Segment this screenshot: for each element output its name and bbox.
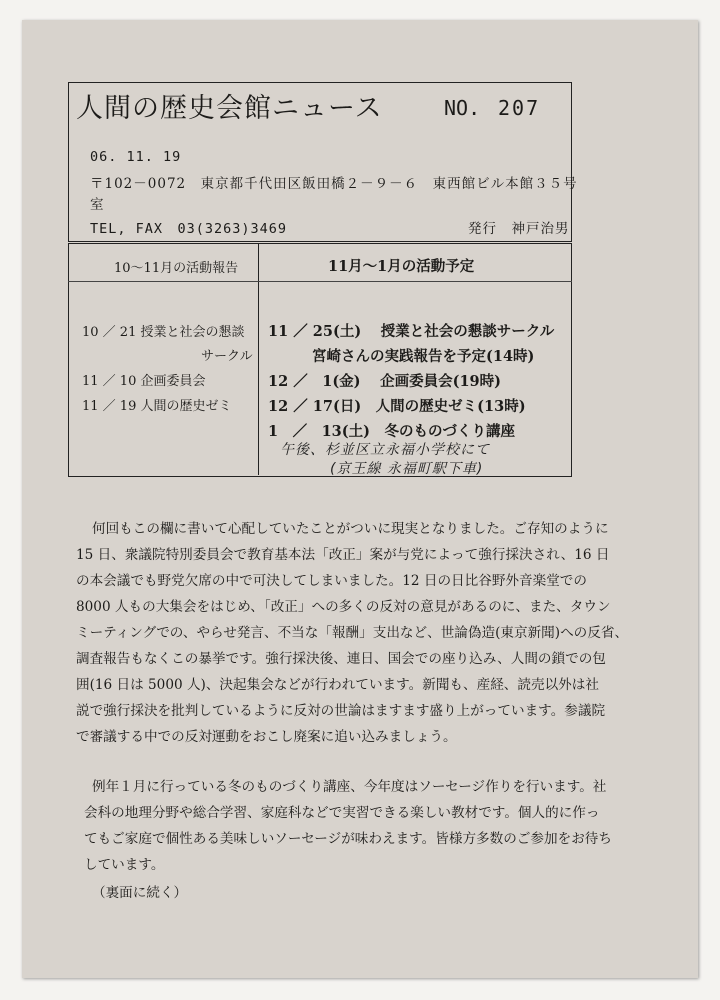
- issue-date: 06. 11. 19: [90, 149, 182, 165]
- paragraph-line: で審議する中での反対運動をおこし廃案に追い込みましょう。: [76, 729, 457, 745]
- issue-number: 207: [498, 96, 541, 120]
- report-item: 11 ／ 10 企画委員会: [82, 374, 206, 389]
- plan-item: 12 ／ 1(金) 企画委員会(19時): [268, 373, 501, 390]
- paragraph-line: 何回もこの欄に書いて心配していたことがついに現実となりました。ご存知のように: [92, 521, 609, 537]
- address-line-2: 室: [90, 197, 105, 213]
- paragraph-line: しています。: [84, 857, 165, 873]
- plan-item: 1 ／ 13(土) 冬のものづくり講座: [268, 423, 515, 440]
- handwritten-note: (京王線 永福町駅下車): [330, 461, 484, 477]
- schedule-divider: [258, 243, 259, 475]
- address-line-1: 〒102－0072 東京都千代田区飯田橋２－９－６ 東西館ビル本館３５号: [90, 176, 578, 192]
- paragraph-line: 8000 人もの大集会をはじめ、「改正」への多くの反対の意見があるのに、また、タウン: [76, 599, 611, 615]
- report-item: 11 ／ 19 人間の歴史ゼミ: [82, 399, 232, 414]
- schedule-header-rule: [68, 281, 572, 282]
- report-item: サークル: [201, 349, 253, 364]
- plan-item: 12 ／ 17(日) 人間の歴史ゼミ(13時): [268, 398, 526, 415]
- continued-note: （裏面に続く）: [92, 885, 188, 901]
- paragraph-line: 15 日、衆議院特別委員会で教育基本法「改正」案が与党によって強行採決され、16 日: [76, 547, 610, 563]
- report-item: 10 ／ 21 授業と社会の懇談: [82, 325, 245, 340]
- plan-item: 宮崎さんの実践報告を予定(14時): [312, 348, 535, 365]
- paragraph-line: の本会議でも野党欠席の中で可決してしまいました。12 日の日比谷野外音楽堂での: [76, 573, 587, 589]
- issue-label: NO.: [444, 96, 481, 120]
- plan-heading: 11月～1月の活動予定: [328, 258, 475, 275]
- handwritten-note: 午後、杉並区立永福小学校にて: [280, 442, 490, 458]
- plan-item: 11 ／ 25(土) 授業と社会の懇談サークル: [268, 323, 555, 340]
- paragraph-line: 囲(16 日は 5000 人)、決起集会などが行われています。新聞も、産経、読売以外は社: [76, 677, 599, 693]
- tel-fax: TEL, FAX 03(3263)3469: [90, 221, 288, 237]
- paragraph-line: てもご家庭で個性ある美味しいソーセージが味わえます。皆様方多数のご参加をお待ち: [84, 831, 612, 847]
- paragraph-line: 例年１月に行っている冬のものづくり講座、今年度はソーセージ作りを行います。社: [92, 779, 607, 795]
- paragraph-line: ミーティングでの、やらせ発言、不当な「報酬」支出など、世論偽造(東京新聞)への反省、: [76, 625, 629, 641]
- paragraph-line: 会科の地理分野や総合学習、家庭科などで実習できる楽しい教材です。個人的に作っ: [84, 805, 600, 821]
- paragraph-line: 調査報告もなくこの暴挙です。強行採決後、連日、国会での座り込み、人間の鎖での包: [76, 651, 606, 667]
- report-heading: 10～11月の活動報告: [114, 261, 239, 276]
- paragraph-line: 説で強行採決を批判しているように反対の世論はますます盛り上がっています。参議院: [76, 703, 606, 719]
- newsletter-title: 人間の歴史会館ニュース: [76, 93, 383, 124]
- publisher: 発行 神戸治男: [468, 221, 570, 237]
